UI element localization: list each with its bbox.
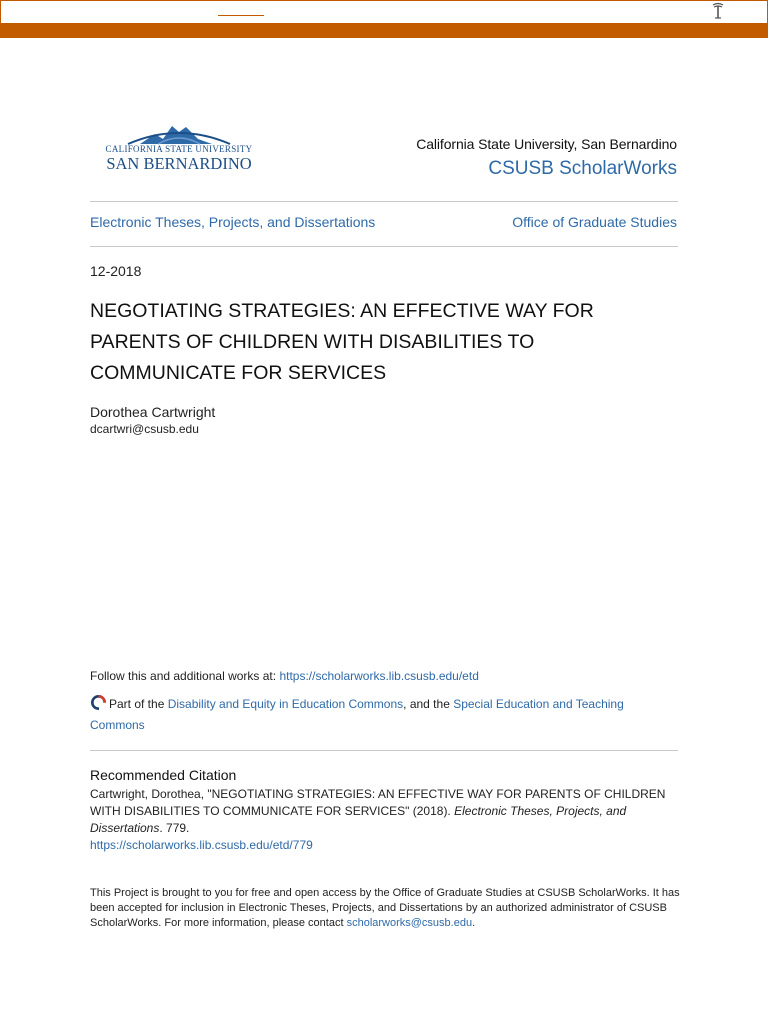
author-name: Dorothea Cartwright xyxy=(90,404,216,420)
recommended-citation-heading: Recommended Citation xyxy=(90,767,237,783)
follow-url-link[interactable]: https://scholarworks.lib.csusb.edu/etd xyxy=(279,669,479,683)
citation-number: . 779. xyxy=(159,821,190,835)
tree-icon xyxy=(710,2,726,20)
part-of-middle: , and the xyxy=(403,697,454,711)
document-title: NEGOTIATING STRATEGIES: AN EFFECTIVE WAY FOR PARENTS OF CHILDREN WITH DISABILITIES TO COMMUNICATE FOR SERVICES xyxy=(90,300,594,384)
citation-text: Cartwright, Dorothea, "NEGOTIATING STRATEGIES: AN EFFECTIVE WAY FOR PARENTS OF CHILDREN WITH DISABILITIES TO COMMUNICATE FOR SERVICES" (2018). xyxy=(90,787,666,818)
citation-url-link[interactable]: https://scholarworks.lib.csusb.edu/etd/779 xyxy=(90,838,313,852)
footer-notice xyxy=(90,886,680,931)
logo-line2: SAN BERNARDINO xyxy=(106,154,252,173)
citation-block xyxy=(90,786,680,854)
part-of-line xyxy=(90,694,680,736)
special-education-commons-link[interactable]: Special Education and Teaching Commons xyxy=(90,697,624,732)
commons-network-icon xyxy=(90,694,107,711)
publication-date: 12-2018 xyxy=(90,263,142,279)
divider-nav xyxy=(90,246,678,247)
footer-end: . xyxy=(472,917,476,929)
top-banner-link-underline[interactable] xyxy=(218,15,264,16)
footer-text: This Project is brought to you for free and open access by the Office of Graduate Studies at CSUSB ScholarWorks. It has been accepted for inclusion in Electronic Theses, Projects, and Dissertations by an authorized administrator of CSUSB ScholarWorks. For more information, please contact xyxy=(90,887,680,929)
disability-equity-commons-link[interactable]: Disability and Equity in Education Commons xyxy=(167,697,404,711)
scholarworks-link[interactable]: CSUSB ScholarWorks xyxy=(488,158,677,179)
university-name: California State University, San Bernardino xyxy=(416,136,677,152)
logo-line1: CALIFORNIA STATE UNIVERSITY xyxy=(105,144,253,154)
graduate-studies-link[interactable]: Office of Graduate Studies xyxy=(512,214,677,230)
csusb-logo[interactable] xyxy=(100,118,258,174)
follow-prefix: Follow this and additional works at: xyxy=(90,669,280,683)
citation-journal: Electronic Theses, Projects, and Dissertations xyxy=(90,804,627,835)
follow-line xyxy=(90,669,479,683)
author-email: dcartwri@csusb.edu xyxy=(90,422,199,436)
top-banner xyxy=(0,0,768,38)
divider-top xyxy=(90,201,678,202)
top-banner-orange-bar xyxy=(0,23,768,38)
top-banner-white-strip xyxy=(0,0,768,23)
contact-email-link[interactable]: scholarworks@csusb.edu xyxy=(346,917,473,929)
divider-citation xyxy=(90,750,678,751)
etd-collection-link[interactable]: Electronic Theses, Projects, and Dissertations xyxy=(90,214,376,230)
part-of-prefix: Part of the xyxy=(109,697,168,711)
